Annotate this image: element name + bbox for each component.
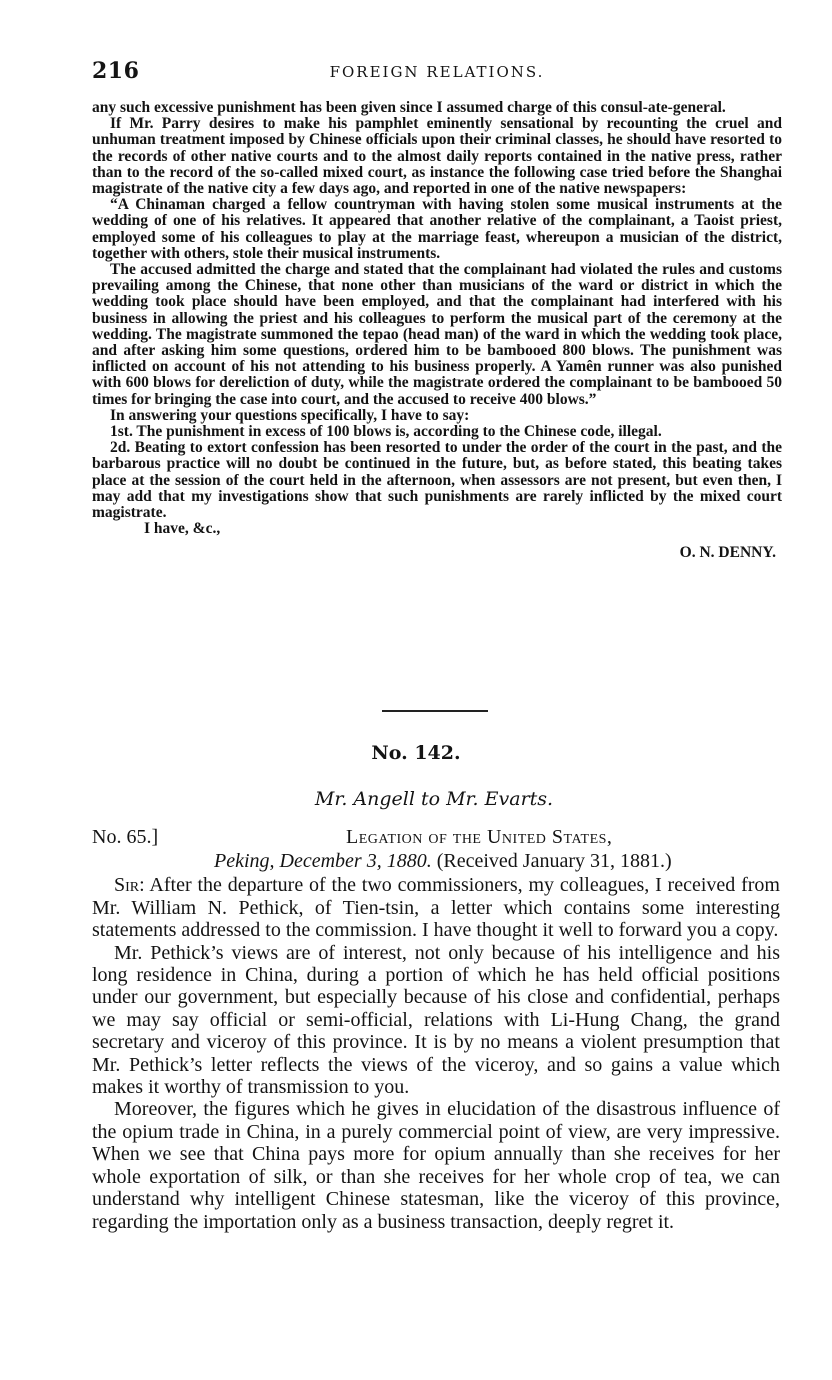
page-number: 216 [92, 58, 140, 84]
dispatch-body [92, 826, 780, 1233]
letter-signature: O. N. DENNY. [679, 544, 776, 562]
dispatch-paragraph-text: After the departure of the two commissioners, my colleagues, I received from Mr. William N. Pethick, of Tien-tsin, a letter which contains some interesting statements addressed to the commission. I have thought it well to forward you a copy. [92, 874, 780, 942]
dispatch-paragraph [92, 874, 780, 941]
letter-paragraph: “A Chinaman charged a fellow countryman with having stolen some musical instruments at the wedding of one of his relatives. It appeared that another relative of the complainant, a Taoist priest, employed some of his colleagues to play at the marriage feast, whereupon a musician of the district, together with others, stole their musical instruments. [92, 196, 782, 262]
dispatch-number: No. 65.] [92, 826, 159, 848]
dispatch-paragraph: Mr. Pethick’s views are of interest, not only because of his intelligence and his long residence in China, during a portion of which he has held official positions under our government, but especially because of his close and confidential, perhaps we may say official or semi-official, relations with Li-Hung Chang, the grand secretary and viceroy of this province. It is by no means a violent presumption that Mr. Pethick’s letter reflects the views of the viceroy, and so gains a value which makes it worthy of transmission to you. [92, 941, 780, 1099]
page-header [92, 58, 782, 88]
letter-paragraph: The accused admitted the charge and stated that the complainant had violated the rules and customs prevailing among the Chinese, that none other than musicians of the ward or district in which the wedding took place should have been employed, and that the complainant had interfered with his business in allowing the priest and his colleagues to perform the musical part of the ceremony at the wedding. The magistrate summoned the tepao (head man) of the ward in which the wedding took place, and after asking him some questions, ordered him to be bambooed 800 blows. The punishment was inflicted on account of his not attending to his business properly. A Yamên runner was also punished with 600 blows for dereliction of duty, while the magistrate ordered the complainant to be bambooed 50 times for bringing the case into court, and the accused to receive 400 blows.” [92, 261, 782, 408]
section-divider [382, 710, 488, 712]
letter-paragraph: 2d. Beating to extort confession has been resorted to under the order of the court in the past, and the barbarous practice will no doubt be continued in the future, but, as before stated, this beating takes place at the session of the court held in the afternoon, when assessors are not present, but even then, I may add that my investigations show that such punishments are rarely inflicted by the mixed court magistrate. [92, 439, 782, 522]
dispatch-paragraph: Moreover, the figures which he gives in elucidation of the disastrous influence of the opium trade in China, in a purely commercial point of view, are very impressive. When we see that China pays more for opium annually than she receives for her whole exportation of silk, or than she receives for her whole crop of tea, we can understand why intelligent Chinese statesman, like the viceroy of this province, regarding the importation only as a business transaction, deeply regret it. [92, 1098, 780, 1233]
document-title: Mr. Angell to Mr. Evarts. [314, 788, 554, 810]
letter-paragraph: In answering your questions specifically, I have to say: [110, 406, 470, 424]
letter-paragraph: any such excessive punishment has been given since I assumed charge of this consul-ate-general. [92, 99, 726, 116]
letter-closing: I have, &c., [144, 520, 221, 538]
legation-heading: Legation of the United States, [346, 826, 613, 848]
received-date: (Received January 31, 1881.) [436, 850, 672, 872]
place-date: Peking, December 3, 1880. [214, 850, 432, 872]
dispatch-dateline [92, 850, 780, 872]
letter-paragraph: 1st. The punishment in excess of 100 blows is, according to the Chinese code, illegal. [110, 423, 662, 441]
salutation: Sir: [114, 874, 145, 897]
letter-paragraph: If Mr. Parry desires to make his pamphlet eminently sensational by recounting the cruel and unhuman treatment imposed by Chinese officials upon their criminal classes, he should have resorted to the records of other native courts and to the almost daily reports contained in the native press, rather than to the record of the so-called mixed court, as instance the following case tried before the Shanghai magistrate of the native city a few days ago, and reported in one of the native newspapers: [92, 115, 782, 198]
document-number-heading: No. 142. [371, 742, 461, 764]
letter-body [92, 100, 782, 562]
dispatch-header-line [92, 826, 780, 850]
running-title: FOREIGN RELATIONS. [329, 63, 545, 81]
